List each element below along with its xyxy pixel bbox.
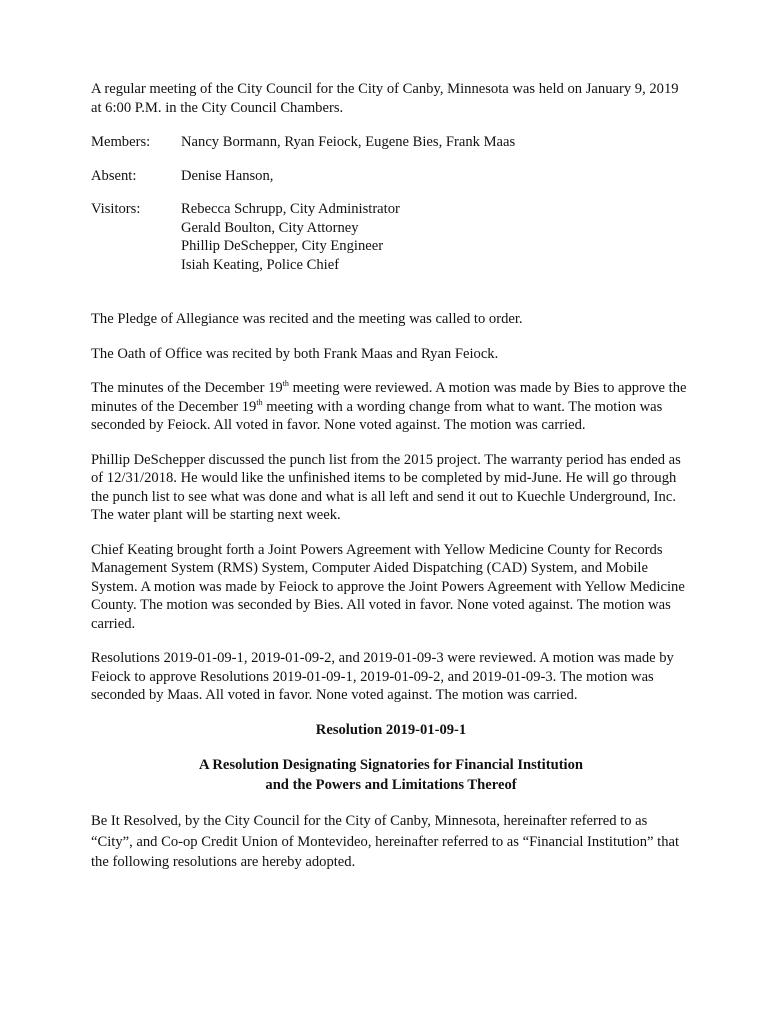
members-row <box>91 133 691 152</box>
resolution-number-heading: Resolution 2019-01-09-1 <box>315 721 467 738</box>
minutes-sup-1: th <box>282 379 289 389</box>
be-it-resolved-paragraph: Be It Resolved, by the City Council for the City of Canby, Minnesota, hereinafter referred to as “City”, and Co-op Credit Union of Montevideo, hereinafter referred to as “Financial Institution” that the following resolutions are hereby adopted. <box>91 813 680 870</box>
minutes-paragraph <box>91 379 691 435</box>
visitor-item: Gerald Boulton, City Attorney <box>181 219 359 236</box>
minutes-text-3: meeting with a wording change from what to want. The motion was seconded by Feiock. All voted in favor. None voted against. The motion was carried. <box>91 398 663 433</box>
visitor-item: Isiah Keating, Police Chief <box>181 256 340 273</box>
resolution-title-heading <box>91 755 691 795</box>
punch-list-paragraph: Phillip DeSchepper discussed the punch list from the 2015 project. The warranty period has ended as of 12/31/2018. He would like the unfinished items to be completed by mid-June. He will go through the punch list to see what was done and what is all left and send it out to Kuechle Underground, Inc. The water plant will be starting next week. <box>91 451 681 523</box>
visitor-item: Rebecca Schrupp, City Administrator <box>181 201 400 217</box>
resolutions-paragraph: Resolutions 2019-01-09-1, 2019-01-09-2, and 2019-01-09-3 were reviewed. A motion was made by Feiock to approve Resolutions 2019-01-09-1, 2019-01-09-2, and 2019-01-09-3. The motion was seconded by Maas. All voted in favor. None voted against. The motion was carried. <box>91 650 674 703</box>
members-value: Nancy Bormann, Ryan Feiock, Eugene Bies, Frank Maas <box>181 134 516 150</box>
resolution-title-line-1: A Resolution Designating Signatories for Financial Institution <box>198 757 584 773</box>
minutes-text-1: The minutes of the December 19 <box>91 380 283 396</box>
absent-row <box>91 167 691 186</box>
visitor-item: Phillip DeSchepper, City Engineer <box>181 238 384 254</box>
pledge-paragraph: The Pledge of Allegiance was recited and the meeting was called to order. <box>91 311 523 327</box>
visitors-row <box>91 200 691 274</box>
minutes-sup-2: th <box>256 397 263 407</box>
intro-paragraph: A regular meeting of the City Council for the City of Canby, Minnesota was held on January 9, 2019 at 6:00 P.M. in the City Council Chambers. <box>91 81 679 116</box>
resolution-title-line-2: and the Powers and Limitations Thereof <box>265 777 517 793</box>
meeting-minutes-document <box>91 80 691 873</box>
oath-paragraph: The Oath of Office was recited by both Frank Maas and Ryan Feiock. <box>91 345 499 362</box>
visitors-label: Visitors: <box>91 201 141 217</box>
absent-value: Denise Hanson, <box>181 167 274 184</box>
joint-powers-paragraph: Chief Keating brought forth a Joint Powers Agreement with Yellow Medicine County for Records Management System (RMS) System, Computer Aided Dispatching (CAD) System, and Mobile System. A motion was made by Feiock to approve the Joint Powers Agreement with Yellow Medicine County. The motion was seconded by Bies. All voted in favor. None voted against. The motion was carried. <box>91 541 685 632</box>
visitors-list <box>181 200 691 274</box>
absent-label: Absent: <box>91 167 137 184</box>
members-label: Members: <box>91 134 151 150</box>
minutes-text-2: meeting were reviewed. A motion was made by Bies to approve the minutes of the December 19 <box>91 380 687 415</box>
